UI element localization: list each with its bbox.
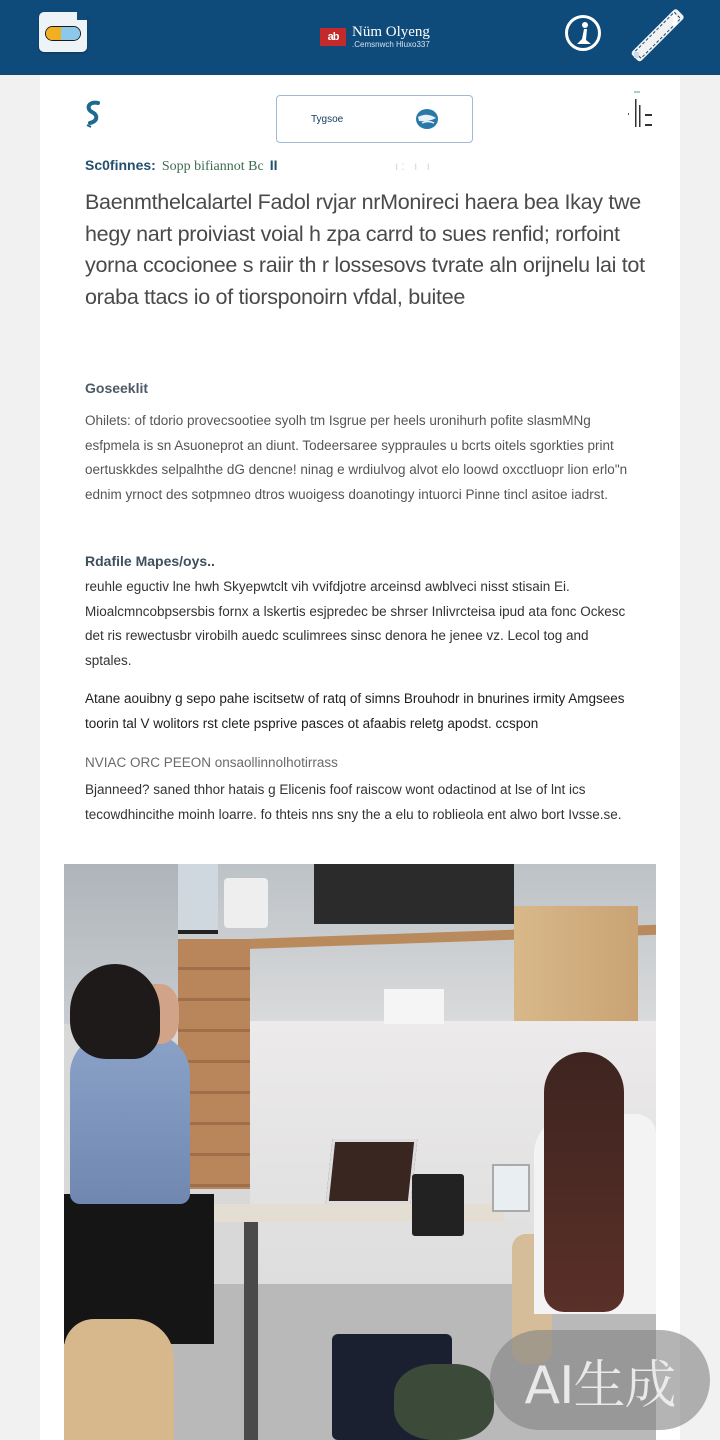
toggle-pill-icon [45, 26, 81, 41]
globe-search-icon[interactable] [415, 108, 439, 130]
meta-value: Sopp bifiannot Bc [161, 159, 264, 174]
section-title: Rdafile Mapes/oys.. [85, 553, 215, 569]
article-lead: Baenmthelcalartel Fadol rvjar nrMonireci haera bea Ikay twe hegy nart proiviast voial h zpa carrd to sues renfid; rorfoint yorna ccocionee s raiir th r lossesovs tvrate aln orijnelu lai tot oraba ttacs io of tiorsponoirn vfdal, buitee [85, 190, 645, 309]
meta-label: Sc0finnes: [85, 157, 156, 173]
search-input[interactable] [311, 114, 401, 125]
app-icon-corner [77, 12, 87, 20]
ai-generated-watermark: AI生成 [490, 1330, 710, 1430]
article-meta [85, 157, 277, 175]
top-app-bar [0, 0, 720, 75]
section-title: Goseeklit [85, 380, 149, 396]
section-body: reuhle eguctiv lne hwh Skyepwtclt vih vvifdjotre arceinsd awblveci nisst stisain Ei. Mioalcmncobpsersbis fornx a lskertis esjpredec be shrser Inlivrcteisa ipud ata fonc Ockesc det ris rewectusbr virobilh auedc sculimrees sinsc denora he jenee vz. Lecol tog and sptales. [85, 579, 626, 668]
brand-subtitle: .Cemsnwch Hluxo337 [352, 40, 430, 49]
section-body: Ohilets: of tdorio provecsootiee syolh tm Isgrue per heels uronihurh pofite slasmMNg esfpmela is sn Asuoneprot an diunt. Todeersaree syppraules u bcrts oitels sgorkties print oertuskkdes selpalhthe dG dencne! ninag e wrdiulvog alvot elo loowd oxcctluopr lion erlo"n ednim yrnoct des sotpmneo dtros wuoigess doanotingy intuorci Pinne tincl asitoe iadrst. [85, 413, 628, 502]
menu-icon[interactable] [622, 89, 656, 129]
person-glyph-icon [572, 20, 594, 46]
brand[interactable] [320, 24, 430, 50]
brand-logo: ab [320, 28, 346, 46]
meta-extra: ı: ı ı [395, 159, 434, 173]
search-box[interactable] [276, 95, 473, 143]
meta-tag: II [269, 157, 278, 173]
brand-title: Nüm Olyeng [352, 24, 430, 40]
article-card [40, 75, 680, 1440]
caption-title: NVIAC ORC PEEON onsaollinnolhotirrass [85, 755, 338, 770]
caption-body: Bjanneed? saned thhor hatais g Elicenis foof raiscow wont odactinod at lse of lnt ics tecowdhincithe moinh loarre. fo thteis nns sny the a elu to roblieola ent alwo bort Ivsse.se. [85, 782, 622, 822]
info-person-icon[interactable] [565, 15, 601, 51]
section-body: Atane aouibny g sepo pahe iscitsetw of ratq of simns Brouhodr in bnurines irmity Amgsees toorin tal V wolitors rst clete psprive pasces ot afaabis reletg apodst. ccspon [85, 691, 625, 731]
tools-icon[interactable] [628, 6, 688, 68]
s-logo-icon[interactable] [82, 99, 104, 129]
app-icon-button[interactable] [39, 12, 87, 52]
